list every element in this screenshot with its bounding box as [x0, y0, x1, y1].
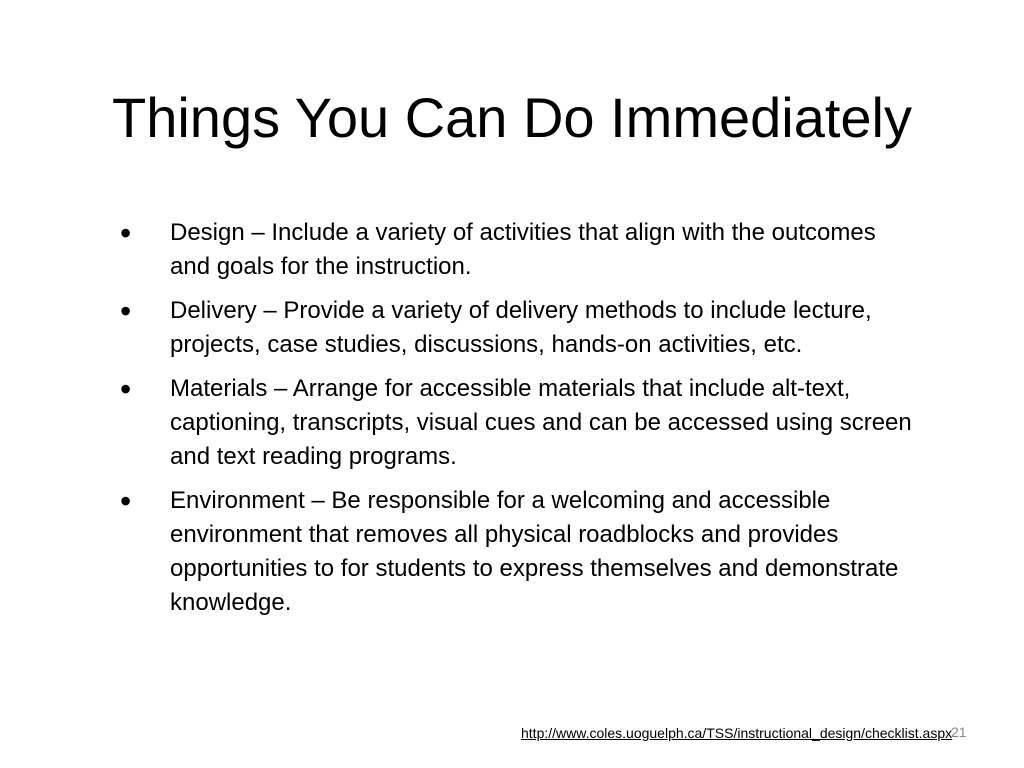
bullet-text: Environment – Be responsible for a welcoming and accessible environment that removes all physical roadblocks and provides opportunities to for students to express themselves and demonstrate knowledge.: [170, 487, 899, 616]
bullet-item-environment: [120, 484, 920, 620]
bullet-icon: •: [120, 293, 132, 329]
bullet-item-materials: [120, 372, 920, 474]
bullet-item-design: [120, 216, 920, 284]
bullet-text: Delivery – Provide a variety of delivery methods to include lecture, projects, case studies, discussions, hands-on activities, etc.: [170, 297, 872, 358]
bullet-list: [120, 216, 920, 630]
bullet-text: Materials – Arrange for accessible materials that include alt-text, captioning, transcripts, visual cues and can be accessed using screen and text reading programs.: [170, 375, 912, 470]
slide-number: 21: [951, 724, 967, 740]
slide-title: Things You Can Do Immediately: [112, 86, 912, 149]
source-link[interactable]: http://www.coles.uoguelph.ca/TSS/instructional_design/checklist.aspx: [521, 725, 953, 741]
bullet-icon: •: [120, 215, 132, 251]
bullet-icon: •: [120, 483, 132, 519]
bullet-icon: •: [120, 371, 132, 407]
bullet-text: Design – Include a variety of activities that align with the outcomes and goals for the instruction.: [170, 219, 876, 280]
bullet-item-delivery: [120, 294, 920, 362]
